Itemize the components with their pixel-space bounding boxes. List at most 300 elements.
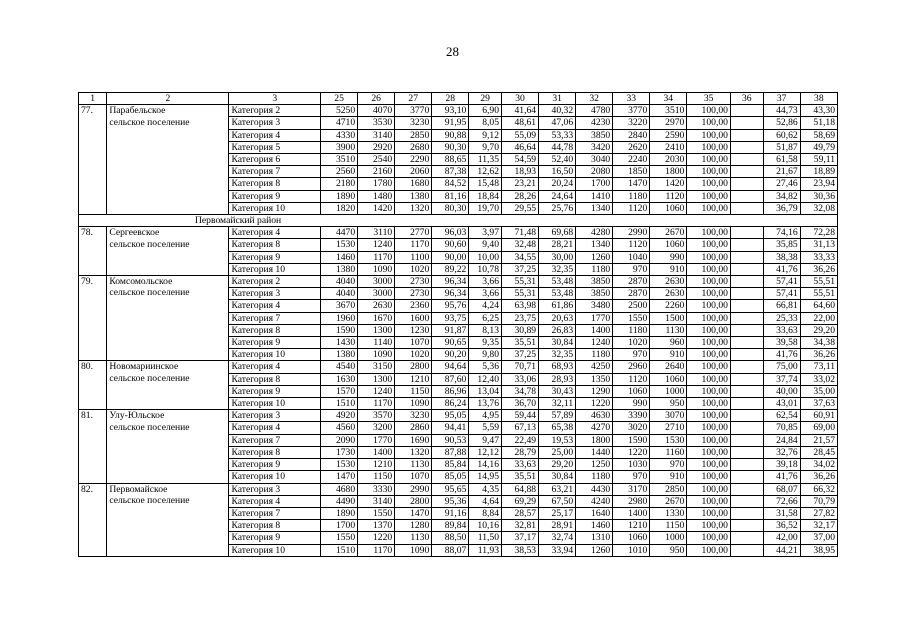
value-cell: 8,13 bbox=[469, 324, 502, 336]
value-cell: 40,00 bbox=[763, 385, 800, 397]
value-cell: 3770 bbox=[395, 105, 432, 117]
value-cell: 1060 bbox=[650, 373, 687, 385]
value-cell: 25,33 bbox=[763, 312, 800, 324]
settlement-number: 78. bbox=[79, 227, 107, 276]
value-cell: 33,63 bbox=[502, 459, 539, 471]
header-row bbox=[79, 93, 838, 105]
value-cell: 1130 bbox=[395, 532, 432, 544]
category-cell: Категория 10 bbox=[229, 544, 321, 556]
value-cell: 74,16 bbox=[763, 227, 800, 239]
value-cell: 4280 bbox=[576, 227, 613, 239]
value-cell: 1530 bbox=[321, 239, 358, 251]
value-cell: 1380 bbox=[321, 263, 358, 275]
value-cell: 33,02 bbox=[800, 373, 837, 385]
category-cell: Категория 10 bbox=[229, 349, 321, 361]
category-cell: Категория 4 bbox=[229, 495, 321, 507]
value-cell bbox=[730, 202, 763, 214]
category-cell: Категория 4 bbox=[229, 361, 321, 373]
value-cell: 65,38 bbox=[539, 422, 576, 434]
value-cell: 31,58 bbox=[763, 507, 800, 519]
value-cell bbox=[730, 288, 763, 300]
column-header: 27 bbox=[395, 93, 432, 105]
value-cell: 32,08 bbox=[800, 202, 837, 214]
value-cell: 2680 bbox=[395, 141, 432, 153]
value-cell: 89,22 bbox=[432, 263, 469, 275]
column-header: 38 bbox=[800, 93, 837, 105]
value-cell: 3530 bbox=[358, 117, 395, 129]
value-cell: 4330 bbox=[321, 129, 358, 141]
value-cell: 2800 bbox=[395, 495, 432, 507]
value-cell: 29,20 bbox=[800, 324, 837, 336]
value-cell: 25,00 bbox=[539, 446, 576, 458]
settlement-number: 77. bbox=[79, 105, 107, 215]
value-cell: 3040 bbox=[576, 154, 613, 166]
category-cell: Категория 10 bbox=[229, 398, 321, 410]
value-cell: 70,85 bbox=[763, 422, 800, 434]
value-cell: 4270 bbox=[576, 422, 613, 434]
value-cell: 2290 bbox=[395, 154, 432, 166]
value-cell: 100,00 bbox=[687, 361, 731, 373]
value-cell: 28,26 bbox=[502, 190, 539, 202]
value-cell: 67,13 bbox=[502, 422, 539, 434]
value-cell: 70,79 bbox=[800, 495, 837, 507]
value-cell: 32,81 bbox=[502, 520, 539, 532]
value-cell: 100,00 bbox=[687, 251, 731, 263]
value-cell: 72,28 bbox=[800, 227, 837, 239]
value-cell: 100,00 bbox=[687, 459, 731, 471]
value-cell: 85,05 bbox=[432, 471, 469, 483]
value-cell: 32,76 bbox=[763, 446, 800, 458]
value-cell bbox=[730, 507, 763, 519]
value-cell: 2870 bbox=[613, 288, 650, 300]
column-header: 2 bbox=[107, 93, 229, 105]
value-cell: 100,00 bbox=[687, 117, 731, 129]
value-cell bbox=[730, 544, 763, 556]
value-cell: 34,02 bbox=[800, 459, 837, 471]
value-cell: 1060 bbox=[613, 385, 650, 397]
value-cell: 970 bbox=[613, 263, 650, 275]
value-cell: 36,26 bbox=[800, 263, 837, 275]
value-cell: 91,95 bbox=[432, 117, 469, 129]
value-cell: 2670 bbox=[650, 227, 687, 239]
value-cell bbox=[730, 471, 763, 483]
value-cell: 48,61 bbox=[502, 117, 539, 129]
value-cell: 4250 bbox=[576, 361, 613, 373]
value-cell: 2730 bbox=[395, 288, 432, 300]
value-cell: 40,32 bbox=[539, 105, 576, 117]
value-cell bbox=[730, 239, 763, 251]
value-cell: 84,52 bbox=[432, 178, 469, 190]
value-cell: 14,16 bbox=[469, 459, 502, 471]
category-cell: Категория 7 bbox=[229, 312, 321, 324]
value-cell: 1400 bbox=[358, 446, 395, 458]
category-cell: Категория 9 bbox=[229, 337, 321, 349]
value-cell: 43,30 bbox=[800, 105, 837, 117]
value-cell: 3220 bbox=[613, 117, 650, 129]
value-cell: 44,73 bbox=[763, 105, 800, 117]
value-cell bbox=[730, 154, 763, 166]
value-cell: 100,00 bbox=[687, 202, 731, 214]
value-cell bbox=[730, 300, 763, 312]
table-row bbox=[79, 227, 838, 239]
value-cell: 1380 bbox=[395, 190, 432, 202]
value-cell: 3150 bbox=[358, 361, 395, 373]
value-cell: 4070 bbox=[358, 105, 395, 117]
value-cell: 66,81 bbox=[763, 300, 800, 312]
value-cell: 1060 bbox=[650, 239, 687, 251]
value-cell: 64,88 bbox=[502, 483, 539, 495]
value-cell: 63,21 bbox=[539, 483, 576, 495]
value-cell: 3140 bbox=[358, 129, 395, 141]
value-cell: 63,98 bbox=[502, 300, 539, 312]
value-cell: 1130 bbox=[395, 459, 432, 471]
value-cell: 96,34 bbox=[432, 276, 469, 288]
value-cell: 53,33 bbox=[539, 129, 576, 141]
value-cell: 1550 bbox=[358, 507, 395, 519]
value-cell: 33,06 bbox=[502, 373, 539, 385]
column-header: 35 bbox=[687, 93, 731, 105]
value-cell: 3000 bbox=[358, 276, 395, 288]
value-cell: 100,00 bbox=[687, 166, 731, 178]
value-cell: 36,26 bbox=[800, 349, 837, 361]
value-cell: 1550 bbox=[321, 532, 358, 544]
value-cell: 100,00 bbox=[687, 385, 731, 397]
table-row bbox=[79, 410, 838, 422]
settlement-name-line: Сергеевское bbox=[109, 227, 160, 239]
value-cell: 3510 bbox=[321, 154, 358, 166]
value-cell: 3480 bbox=[576, 300, 613, 312]
category-cell: Категория 3 bbox=[229, 483, 321, 495]
value-cell: 37,00 bbox=[800, 532, 837, 544]
value-cell: 32,35 bbox=[539, 263, 576, 275]
value-cell: 60,62 bbox=[763, 129, 800, 141]
value-cell: 73,11 bbox=[800, 361, 837, 373]
value-cell: 9,12 bbox=[469, 129, 502, 141]
column-header: 28 bbox=[432, 93, 469, 105]
value-cell: 100,00 bbox=[687, 129, 731, 141]
value-cell bbox=[730, 349, 763, 361]
value-cell bbox=[730, 483, 763, 495]
value-cell: 2850 bbox=[650, 483, 687, 495]
value-cell: 47,06 bbox=[539, 117, 576, 129]
value-cell: 100,00 bbox=[687, 276, 731, 288]
value-cell: 3390 bbox=[613, 410, 650, 422]
value-cell: 9,70 bbox=[469, 141, 502, 153]
value-cell: 20,63 bbox=[539, 312, 576, 324]
value-cell: 12,40 bbox=[469, 373, 502, 385]
value-cell: 960 bbox=[650, 337, 687, 349]
value-cell: 22,49 bbox=[502, 434, 539, 446]
value-cell: 100,00 bbox=[687, 520, 731, 532]
value-cell: 66,32 bbox=[800, 483, 837, 495]
value-cell: 11,50 bbox=[469, 532, 502, 544]
value-cell: 55,31 bbox=[502, 276, 539, 288]
value-cell: 1300 bbox=[358, 373, 395, 385]
value-cell: 2620 bbox=[613, 141, 650, 153]
value-cell: 1800 bbox=[576, 434, 613, 446]
value-cell: 41,76 bbox=[763, 471, 800, 483]
category-cell: Категория 4 bbox=[229, 129, 321, 141]
value-cell bbox=[730, 459, 763, 471]
value-cell: 87,88 bbox=[432, 446, 469, 458]
value-cell bbox=[730, 178, 763, 190]
value-cell: 12,12 bbox=[469, 446, 502, 458]
settlement-name bbox=[107, 410, 229, 483]
value-cell: 20,24 bbox=[539, 178, 576, 190]
value-cell: 13,04 bbox=[469, 385, 502, 397]
category-cell: Категория 6 bbox=[229, 154, 321, 166]
value-cell: 1890 bbox=[321, 507, 358, 519]
value-cell: 35,85 bbox=[763, 239, 800, 251]
value-cell: 61,58 bbox=[763, 154, 800, 166]
value-cell: 2990 bbox=[613, 227, 650, 239]
settlement-name-line: Парабельское bbox=[109, 105, 166, 117]
value-cell: 1000 bbox=[650, 385, 687, 397]
value-cell: 2410 bbox=[650, 141, 687, 153]
value-cell: 26,83 bbox=[539, 324, 576, 336]
value-cell: 28,79 bbox=[502, 446, 539, 458]
value-cell: 90,00 bbox=[432, 251, 469, 263]
value-cell: 4430 bbox=[576, 483, 613, 495]
value-cell: 2590 bbox=[650, 129, 687, 141]
value-cell: 6,90 bbox=[469, 105, 502, 117]
value-cell: 3900 bbox=[321, 141, 358, 153]
value-cell: 33,63 bbox=[763, 324, 800, 336]
value-cell: 8,84 bbox=[469, 507, 502, 519]
value-cell: 1400 bbox=[576, 324, 613, 336]
value-cell: 1420 bbox=[358, 202, 395, 214]
value-cell: 32,17 bbox=[800, 520, 837, 532]
value-cell: 95,36 bbox=[432, 495, 469, 507]
value-cell: 1240 bbox=[358, 385, 395, 397]
column-header: 31 bbox=[539, 93, 576, 105]
category-cell: Категория 9 bbox=[229, 385, 321, 397]
value-cell: 3850 bbox=[576, 276, 613, 288]
value-cell: 1340 bbox=[576, 239, 613, 251]
value-cell: 24,64 bbox=[539, 190, 576, 202]
value-cell bbox=[730, 276, 763, 288]
value-cell: 100,00 bbox=[687, 471, 731, 483]
value-cell: 1120 bbox=[613, 202, 650, 214]
value-cell: 1070 bbox=[395, 337, 432, 349]
value-cell: 2850 bbox=[395, 129, 432, 141]
value-cell: 38,38 bbox=[763, 251, 800, 263]
value-cell: 35,51 bbox=[502, 471, 539, 483]
value-cell: 1210 bbox=[395, 373, 432, 385]
value-cell: 1480 bbox=[358, 190, 395, 202]
value-cell: 100,00 bbox=[687, 446, 731, 458]
value-cell: 25,17 bbox=[539, 507, 576, 519]
value-cell: 28,91 bbox=[539, 520, 576, 532]
value-cell: 18,89 bbox=[800, 166, 837, 178]
value-cell: 100,00 bbox=[687, 544, 731, 556]
value-cell: 9,35 bbox=[469, 337, 502, 349]
value-cell: 1090 bbox=[358, 349, 395, 361]
value-cell bbox=[730, 227, 763, 239]
value-cell: 88,65 bbox=[432, 154, 469, 166]
value-cell: 1350 bbox=[576, 373, 613, 385]
value-cell: 9,40 bbox=[469, 239, 502, 251]
value-cell: 1170 bbox=[358, 544, 395, 556]
value-cell: 49,79 bbox=[800, 141, 837, 153]
value-cell: 21,57 bbox=[800, 434, 837, 446]
value-cell: 4470 bbox=[321, 227, 358, 239]
value-cell: 1330 bbox=[650, 507, 687, 519]
value-cell: 11,35 bbox=[469, 154, 502, 166]
value-cell: 64,60 bbox=[800, 300, 837, 312]
value-cell: 1220 bbox=[613, 446, 650, 458]
value-cell: 1640 bbox=[576, 507, 613, 519]
value-cell: 32,48 bbox=[502, 239, 539, 251]
value-cell: 1170 bbox=[395, 239, 432, 251]
value-cell: 1340 bbox=[576, 202, 613, 214]
value-cell: 1090 bbox=[395, 398, 432, 410]
value-cell: 100,00 bbox=[687, 105, 731, 117]
value-cell bbox=[730, 422, 763, 434]
value-cell bbox=[730, 166, 763, 178]
value-cell: 33,33 bbox=[800, 251, 837, 263]
value-cell: 1060 bbox=[613, 532, 650, 544]
value-cell: 3510 bbox=[650, 105, 687, 117]
category-cell: Категория 4 bbox=[229, 300, 321, 312]
value-cell: 4040 bbox=[321, 276, 358, 288]
value-cell: 2980 bbox=[613, 495, 650, 507]
value-cell bbox=[730, 361, 763, 373]
value-cell: 4,35 bbox=[469, 483, 502, 495]
value-cell: 37,25 bbox=[502, 263, 539, 275]
value-cell: 100,00 bbox=[687, 288, 731, 300]
value-cell: 3,66 bbox=[469, 288, 502, 300]
value-cell: 1570 bbox=[321, 385, 358, 397]
settlement-name-line: сельское поселение bbox=[109, 287, 190, 299]
value-cell: 10,00 bbox=[469, 251, 502, 263]
value-cell: 100,00 bbox=[687, 312, 731, 324]
value-cell: 2240 bbox=[613, 154, 650, 166]
value-cell: 1320 bbox=[395, 202, 432, 214]
value-cell: 18,84 bbox=[469, 190, 502, 202]
value-cell bbox=[730, 251, 763, 263]
value-cell: 1020 bbox=[395, 349, 432, 361]
value-cell: 37,63 bbox=[800, 398, 837, 410]
value-cell: 100,00 bbox=[687, 373, 731, 385]
value-cell: 1600 bbox=[395, 312, 432, 324]
value-cell: 2860 bbox=[395, 422, 432, 434]
value-cell: 90,30 bbox=[432, 141, 469, 153]
value-cell: 69,68 bbox=[539, 227, 576, 239]
value-cell: 1440 bbox=[576, 446, 613, 458]
value-cell: 36,52 bbox=[763, 520, 800, 532]
category-cell: Категория 5 bbox=[229, 141, 321, 153]
value-cell bbox=[730, 446, 763, 458]
column-header: 30 bbox=[502, 93, 539, 105]
category-cell: Категория 8 bbox=[229, 520, 321, 532]
settlement-name-line: Комсомольское bbox=[109, 276, 173, 288]
value-cell: 55,31 bbox=[502, 288, 539, 300]
category-cell: Категория 2 bbox=[229, 105, 321, 117]
value-cell: 38,53 bbox=[502, 544, 539, 556]
data-table bbox=[78, 92, 838, 557]
value-cell: 3670 bbox=[321, 300, 358, 312]
value-cell: 3850 bbox=[576, 288, 613, 300]
value-cell: 32,74 bbox=[539, 532, 576, 544]
value-cell: 57,41 bbox=[763, 288, 800, 300]
value-cell: 3570 bbox=[358, 410, 395, 422]
value-cell: 44,21 bbox=[763, 544, 800, 556]
value-cell: 1770 bbox=[358, 434, 395, 446]
value-cell: 34,55 bbox=[502, 251, 539, 263]
value-cell: 41,76 bbox=[763, 263, 800, 275]
value-cell: 2990 bbox=[395, 483, 432, 495]
value-cell: 5,59 bbox=[469, 422, 502, 434]
value-cell: 30,00 bbox=[539, 251, 576, 263]
value-cell: 4230 bbox=[576, 117, 613, 129]
value-cell: 1700 bbox=[576, 178, 613, 190]
value-cell: 1280 bbox=[395, 520, 432, 532]
category-cell: Категория 10 bbox=[229, 471, 321, 483]
settlement-name bbox=[107, 227, 229, 276]
value-cell: 28,45 bbox=[800, 446, 837, 458]
value-cell: 15,48 bbox=[469, 178, 502, 190]
category-cell: Категория 7 bbox=[229, 166, 321, 178]
category-cell: Категория 4 bbox=[229, 422, 321, 434]
column-header: 29 bbox=[469, 93, 502, 105]
value-cell: 91,16 bbox=[432, 507, 469, 519]
value-cell: 910 bbox=[650, 263, 687, 275]
value-cell: 1150 bbox=[395, 385, 432, 397]
value-cell: 2030 bbox=[650, 154, 687, 166]
settlement-name bbox=[107, 276, 229, 361]
value-cell: 94,41 bbox=[432, 422, 469, 434]
value-cell: 100,00 bbox=[687, 263, 731, 275]
column-header: 3 bbox=[229, 93, 321, 105]
value-cell: 1070 bbox=[395, 471, 432, 483]
value-cell: 5,36 bbox=[469, 361, 502, 373]
category-cell: Категория 8 bbox=[229, 373, 321, 385]
value-cell: 29,55 bbox=[502, 202, 539, 214]
settlement-name-line: сельское поселение bbox=[109, 372, 190, 384]
value-cell: 58,69 bbox=[800, 129, 837, 141]
value-cell: 2670 bbox=[650, 495, 687, 507]
value-cell: 34,38 bbox=[800, 337, 837, 349]
value-cell: 4540 bbox=[321, 361, 358, 373]
value-cell: 100,00 bbox=[687, 154, 731, 166]
value-cell: 2840 bbox=[613, 129, 650, 141]
category-cell: Категория 3 bbox=[229, 288, 321, 300]
value-cell: 36,26 bbox=[800, 471, 837, 483]
value-cell: 69,29 bbox=[502, 495, 539, 507]
value-cell: 1310 bbox=[576, 532, 613, 544]
value-cell: 2730 bbox=[395, 276, 432, 288]
value-cell: 57,41 bbox=[763, 276, 800, 288]
value-cell bbox=[730, 105, 763, 117]
value-cell: 27,82 bbox=[800, 507, 837, 519]
value-cell: 16,50 bbox=[539, 166, 576, 178]
value-cell: 4780 bbox=[576, 105, 613, 117]
value-cell: 1150 bbox=[650, 520, 687, 532]
value-cell: 5250 bbox=[321, 105, 358, 117]
value-cell: 100,00 bbox=[687, 239, 731, 251]
value-cell: 59,11 bbox=[800, 154, 837, 166]
value-cell: 1800 bbox=[650, 166, 687, 178]
value-cell: 100,00 bbox=[687, 422, 731, 434]
value-cell: 950 bbox=[650, 398, 687, 410]
value-cell: 3110 bbox=[358, 227, 395, 239]
value-cell: 95,05 bbox=[432, 410, 469, 422]
value-cell: 6,25 bbox=[469, 312, 502, 324]
value-cell: 1180 bbox=[576, 263, 613, 275]
value-cell: 1120 bbox=[613, 373, 650, 385]
value-cell: 1180 bbox=[613, 324, 650, 336]
